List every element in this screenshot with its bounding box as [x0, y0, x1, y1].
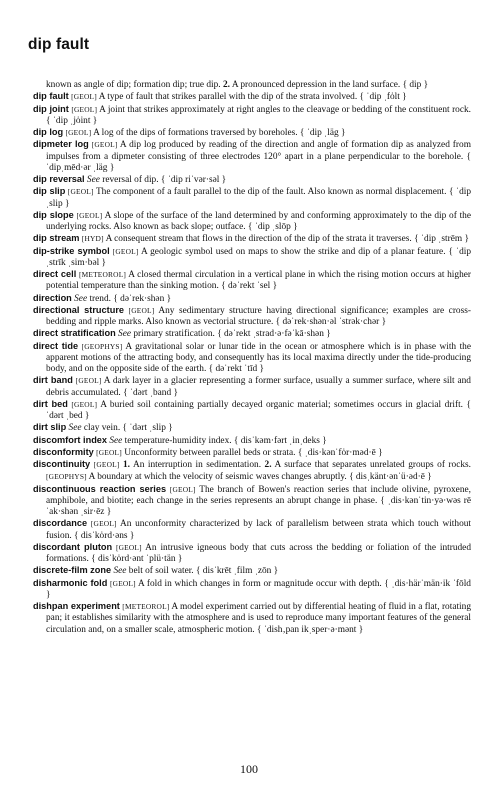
subject-label: [GEOL] — [67, 187, 94, 197]
pronunciation: { ˈdip riˈvər·səl } — [160, 175, 227, 185]
dictionary-entry — [33, 127, 471, 139]
dictionary-entry — [33, 341, 471, 376]
pronunciation: { ˈdipˌmēd·ər ˌläg } — [46, 151, 471, 173]
definition: trend. — [87, 293, 114, 304]
entry-headword: disharmonic fold — [33, 577, 108, 588]
pronunciation: { ˈdip ˌstrīk ˌsim·bəl } — [46, 246, 472, 268]
entry-text: A pronounced depression in the land surface. — [230, 80, 403, 90]
definition: A consequent stream that flows in the direction of the dip of the strata it traverses. — [103, 234, 415, 245]
pronunciation: { disˈkȯrd·ənt ˈplü·tän } — [91, 554, 183, 564]
definition: primary stratification. — [131, 329, 218, 340]
dictionary-entry — [33, 565, 471, 577]
subject-label: [GEOL] — [65, 128, 92, 137]
subject-label: [METEOROL] — [78, 270, 127, 279]
dictionary-entry — [33, 422, 471, 434]
subject-label: [GEOPHYS] — [81, 341, 123, 351]
subject-label: [GEOL] — [71, 92, 97, 102]
pronunciation: { disˈkəm·fərt ˌinˌdeks } — [233, 435, 327, 446]
definition: A gravitational solar or lunar tide in the ocean or atmosphere which is in phase with the apparent motions of the attracting body, and consequently has its local maxima directly under the tide-producing body, and on the opposite side of the earth. — [46, 341, 472, 374]
entry-headword: dip log — [33, 127, 64, 137]
pronunciation: { ˈdərt ˌband } — [123, 387, 178, 398]
definition: A dip log produced by reading of the direction and angle of formation dip as analyzed from impulses from a dipmeter consisting of three electrodes 120° apart in a plane perpendicular to the borehole. — [46, 140, 471, 162]
entry-headword: directional structure — [33, 304, 125, 315]
pronunciation: { dəˈrekt ˌstrad·ə·fəˈkā·shən } — [217, 329, 331, 340]
see-reference: See — [84, 175, 100, 185]
entry-headword: discontinuity — [33, 459, 91, 469]
subject-label: [GEOL] — [112, 246, 139, 256]
entry-headword: dip slope — [33, 209, 74, 220]
pronunciation: { disˈkrēt ˌfilm ˌzōn } — [195, 566, 279, 577]
entry-headword: dipmeter log — [33, 139, 89, 150]
subject-label: [GEOL] — [169, 484, 196, 494]
subject-label: [GEOL] — [90, 519, 117, 529]
sense-number: 2. — [264, 460, 272, 470]
pronunciation: { ˈdərt ˌslip } — [122, 423, 173, 434]
pronunciation: { ˈdip ˌfȯlt } — [359, 92, 407, 103]
dictionary-entry — [33, 293, 471, 305]
definition: clay vein. — [81, 423, 123, 434]
pronunciation: { dəˈrekt ˈsel } — [221, 281, 278, 292]
definition: The branch of Bowen's reaction series that include olivine, pyroxene, amphibole, and biotite; each change in the series represents an abrupt change in phase. — [46, 484, 471, 506]
entry-headword: discontinuous reaction series — [33, 483, 167, 494]
pronunciation: { dəˈrekt ˈtīd } — [208, 364, 265, 374]
definition: A surface that separates unrelated groups of rocks. — [271, 460, 472, 470]
definition: Any sedimentary structure having directional significance; examples are cross-bedding and ripple marks. Also known as vectorial structure. — [46, 305, 471, 327]
entry-headword: discomfort index — [33, 434, 108, 445]
dictionary-entry — [33, 459, 471, 484]
dictionary-entry — [33, 399, 471, 423]
entry-headword: direction — [33, 292, 72, 303]
dictionary-entry — [33, 186, 471, 210]
dictionary-entry — [33, 542, 471, 566]
dictionary-entry — [33, 305, 471, 329]
definition: A slope of the surface of the land determined by and conforming approximately to the dip of the underlying rocks. Also known as back slope; outface. — [46, 210, 471, 232]
entry-headword: dirt bed — [33, 398, 68, 409]
dictionary-entry — [33, 328, 471, 340]
pronunciation: { ˌdis·kənˈtin·yə·wəs rēˈak·shən ˌsir·ēz } — [46, 495, 471, 517]
entry-headword: dip joint — [33, 103, 69, 114]
entry-headword: dip fault — [33, 91, 69, 102]
definition: belt of soil water. — [126, 566, 196, 577]
dictionary-entry — [33, 269, 471, 293]
subject-label: [GEOL] — [110, 578, 136, 588]
dictionary-entry — [33, 601, 471, 636]
dictionary-entry — [33, 174, 471, 186]
entry-headword: disconformity — [33, 446, 94, 457]
subject-label: [GEOL] — [75, 376, 102, 386]
definition: An intrusive igneous body that cuts across the bedding or foliation of the intruded formations. — [46, 542, 471, 564]
pronunciation: { ˈdip ˌslip } — [46, 187, 472, 209]
entry-headword: direct stratification — [33, 328, 116, 339]
definition: An unconformity characterized by lack of parallelism between strata which touch without fusion. — [46, 519, 472, 541]
subject-label: [GEOL] — [71, 104, 98, 114]
definition: A joint that strikes approximately at right angles to the cleavage or bedding of the constituent rock. — [97, 104, 472, 115]
entry-headword: discordance — [33, 518, 88, 529]
page-number: 100 — [240, 762, 258, 776]
pronunciation: { ˈdərt ˌbed } — [46, 399, 472, 421]
definition: The component of a fault parallel to the dip of the fault. Also known as normal displacement. — [93, 187, 449, 198]
running-head: dip fault — [28, 36, 90, 53]
pronunciation: { dəˈrek·shən·əl ˈstrək·chər } — [275, 317, 387, 327]
entry-headword: dishpan experiment — [33, 601, 120, 611]
dictionary-entry — [33, 375, 471, 399]
entry-headword: discordant pluton — [33, 541, 113, 552]
dictionary-entry — [33, 484, 471, 519]
subject-label: [METEOROL] — [122, 602, 170, 611]
definition: An interruption in sedimentation. — [130, 460, 265, 470]
definition: A boundary at which the velocity of seismic waves changes abruptly. — [86, 472, 350, 483]
dictionary-entry — [33, 518, 471, 542]
entry-headword: dip-strike symbol — [33, 245, 110, 256]
see-reference: See — [111, 566, 127, 577]
pronunciation: { dəˈrek·shən } — [113, 293, 172, 304]
definition: A fold in which changes in form or magnitude occur with depth. — [135, 578, 385, 589]
entry-headword: direct tide — [33, 340, 79, 351]
entry-headword: dip stream — [33, 233, 80, 244]
see-reference: See — [66, 423, 82, 434]
definition: A type of fault that strikes parallel with the dip of the strata involved. — [96, 92, 360, 103]
subject-label: [HYD] — [81, 234, 104, 244]
pronunciation: { disˈkȯrd·əns } — [74, 530, 135, 541]
pronunciation: { dip } — [402, 80, 429, 90]
subject-label: [GEOL] — [96, 447, 122, 457]
subject-label: [GEOL] — [115, 542, 142, 552]
see-reference: See — [115, 329, 132, 340]
dictionary-entry — [33, 139, 471, 174]
dictionary-entry — [33, 233, 471, 245]
definition: A dark layer in a glacier representing a former surface, usually a summer surface, where silt and debris accumulated. — [46, 376, 471, 398]
pronunciation: { ˌdis·härˈmän·ik ˈfōld } — [46, 578, 471, 600]
subject-label: [GEOL] — [76, 210, 103, 220]
dictionary-entry — [33, 91, 471, 103]
subject-label: [GEOL] — [93, 460, 120, 469]
dictionary-entry — [33, 447, 471, 459]
definition: A geologic symbol used on maps to show the strike and dip of a planar feature. — [138, 246, 449, 257]
see-reference: See — [107, 435, 123, 446]
definition: A log of the dips of formations traversed by boreholes. — [91, 128, 300, 138]
definition: A buried soil containing partially decayed organic material; sometimes occurs in glacial drift. — [97, 399, 467, 410]
pronunciation: { ˈdip ˌläg } — [299, 128, 346, 138]
subject-label: [GEOL] — [91, 140, 118, 150]
dictionary-entry — [33, 578, 471, 602]
definition: temperature-humidity index. — [122, 435, 234, 446]
entry-headword: dirt slip — [33, 422, 67, 433]
pronunciation: { ˈdip ˌslōp } — [247, 222, 298, 232]
entry-continuation — [33, 80, 471, 91]
entry-headword: dip slip — [33, 186, 66, 197]
dictionary-entry — [33, 246, 471, 270]
sense-number: 1. — [119, 460, 131, 470]
entry-headword: dip reversal — [33, 174, 85, 184]
pronunciation: { ˈdish‚pan ikˌsper·ə·mənt } — [256, 624, 364, 635]
pronunciation: { ˈdip ˌjȯint } — [46, 115, 98, 126]
subject-label: [GEOL] — [71, 399, 98, 409]
dictionary-entry — [33, 104, 471, 128]
definition: A closed thermal circulation in a vertical plane in which the rising motion occurs at higher potential temperature than the sinking motion. — [46, 270, 471, 292]
dictionary-entry — [33, 435, 471, 447]
definition: A model experiment carried out by differential heating of fluid in a flat, rotating pan; it establishes similarity with the atmosphere and is used to reproduce many important features of the general circulation and, on a smaller scale, atmospheric motion. — [46, 602, 472, 635]
entry-headword: dirt band — [33, 375, 73, 386]
entry-headword: discrete-film zone — [33, 565, 112, 576]
sense-number: 2. — [222, 80, 230, 90]
entry-headword: direct cell — [33, 269, 77, 279]
pronunciation: { ˈdip ˌstrēm } — [414, 234, 469, 245]
dictionary-entry — [33, 210, 471, 234]
pronunciation: { ˌdis·kənˈfȯr·məd·ē } — [297, 447, 383, 458]
subject-label: [GEOL] — [128, 305, 155, 315]
subject-label: [GEOPHYS] — [46, 472, 87, 482]
definition: Unconformity between parallel beds or strata. — [121, 447, 298, 458]
pronunciation: { disˌkänt·ənˈü·əd·ē } — [349, 472, 432, 483]
definition: reversal of dip. — [99, 175, 161, 185]
entry-text: known as angle of dip; formation dip; true dip. — [46, 80, 223, 90]
entry-list — [33, 80, 471, 636]
see-reference: See — [71, 293, 88, 304]
